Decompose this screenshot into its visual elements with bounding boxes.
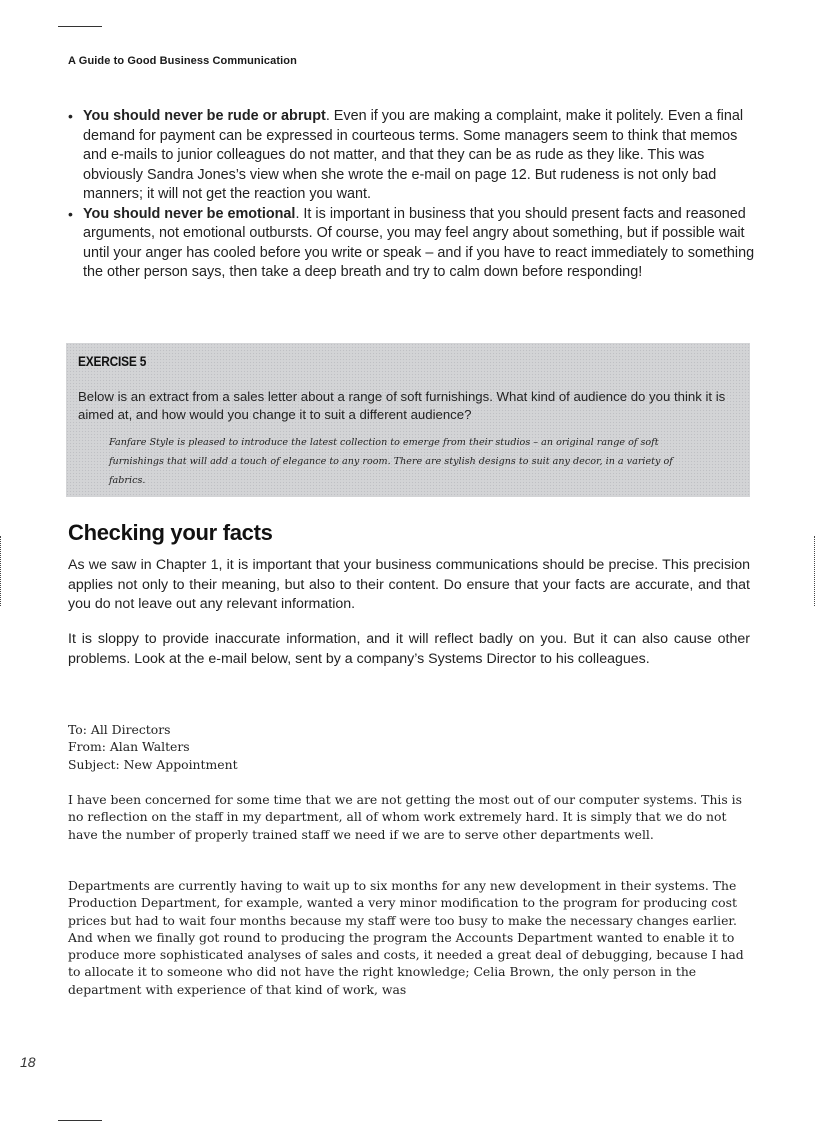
email-headers	[68, 721, 758, 773]
section-paragraph: As we saw in Chapter 1, it is important that your business communications should be precise. This precision applies not only to their meaning, but also to their content. Do ensure that your facts are accurate, and that you do not leave out any relevant information.	[68, 557, 750, 612]
bullet-icon: •	[68, 205, 73, 222]
bullet-text: . It is important in business that you should present facts and reasoned arguments, not emotional outbursts. Of course, you may feel angry about something, but if possible wait until your anger has cooled before you write or speak – and if you have to react immediately to something the other person says, then take a deep breath and try to calm down before responding!	[83, 205, 755, 280]
email-to: To: All Directors	[68, 722, 171, 737]
crop-mark-top	[58, 26, 102, 27]
bullet-text: . Even if you are making a complaint, make it politely. Even a final demand for payment can be expressed in courteous terms. Some managers seem to think that memos and e-mails to junior colleagues do not matter, and that they can be as rude as they like. This was obviously Sandra Jones’s view when she wrote the e-mail on page 12. But rudeness is not only bad manners; it will not get the reaction you want.	[83, 108, 744, 202]
exercise-box	[66, 343, 750, 497]
bullet-list	[66, 107, 756, 283]
email-paragraph: I have been concerned for some time that we are not getting the most out of our computer systems. This is no reflection on the staff in my department, all of whom work extremely hard. It is simply that we do not have the number of properly trained staff we need if we are to serve other departments well.	[68, 792, 743, 842]
exercise-quote: Fanfare Style is pleased to introduce the latest collection to emerge from their studios – an original range of soft furnishings that will add a touch of elegance to any room. There are stylish designs to suit any decor, in a variety of fabrics.	[109, 437, 673, 486]
running-head: A Guide to Good Business Communication	[68, 55, 297, 67]
crop-mark-bottom	[58, 1120, 102, 1121]
page-number: 18	[20, 1054, 36, 1070]
bullet-lead: You should never be emotional	[83, 205, 296, 222]
section-heading: Checking your facts	[68, 520, 273, 545]
bullet-item	[66, 107, 756, 205]
crop-mark-left	[0, 536, 2, 606]
exercise-body: Below is an extract from a sales letter about a range of soft furnishings. What kind of audience do you think it is aimed at, and how would you change it to suit a different audience?	[78, 389, 726, 422]
section-paragraph: It is sloppy to provide inaccurate information, and it will reflect badly on you. But it can also cause other problems. Look at the e-mail below, sent by a company’s Systems Director to his colleagues.	[68, 631, 750, 667]
bullet-lead: You should never be rude or abrupt	[83, 108, 326, 124]
exercise-title: EXERCISE 5	[78, 354, 147, 369]
email-subject: Subject: New Appointment	[68, 756, 238, 772]
email-paragraph: Departments are currently having to wait up to six months for any new development in their systems. The Production Department, for example, wanted a very minor modification to the program for producing cost prices but had to wait four months because my staff were too busy to make the necessary changes earlier. And when we finally got round to producing the program the Accounts Department wanted to enable it to produce more sophisticated analyses of sales and costs, it needed a great deal of debugging, because I had to allocate it to someone who did not have the right knowledge; Celia Brown, the only person in the department with experience of that kind of work, was	[68, 878, 744, 997]
bullet-icon: •	[68, 108, 73, 124]
email-from: From: Alan Walters	[68, 739, 190, 755]
bullet-item	[66, 205, 756, 283]
